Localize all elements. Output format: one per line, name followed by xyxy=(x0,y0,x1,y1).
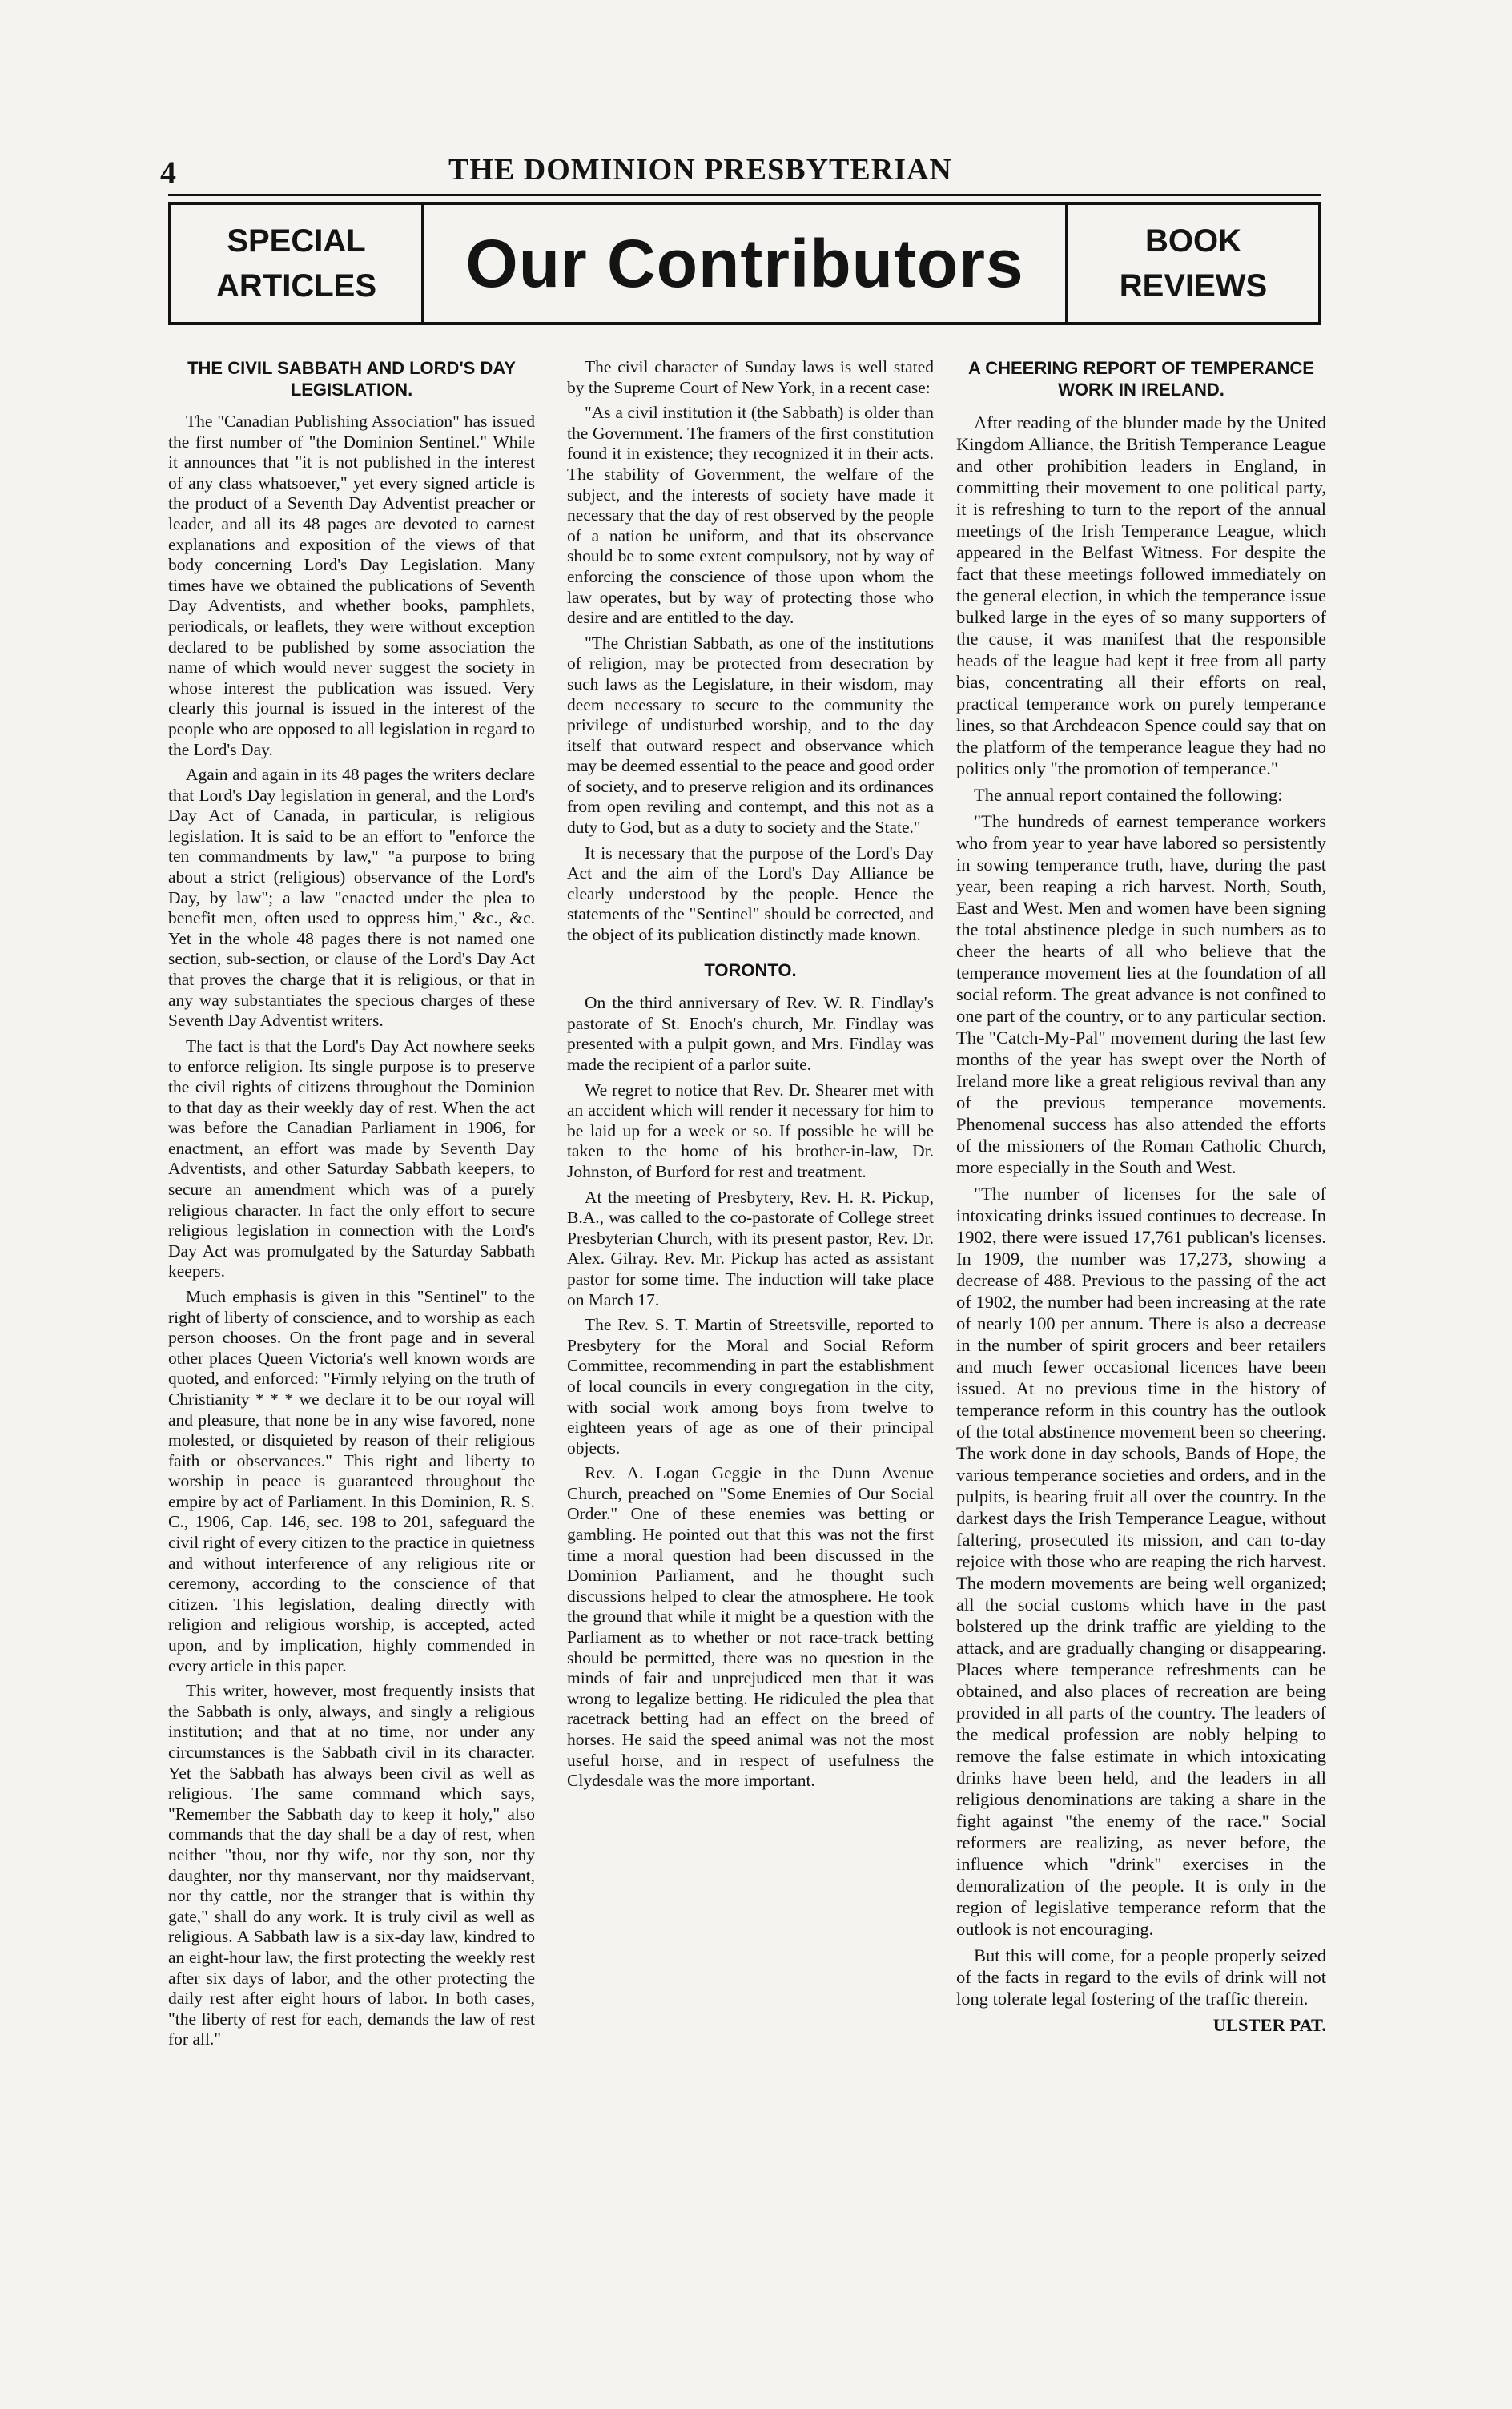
banner-title: Our Contributors xyxy=(465,225,1024,301)
article-paragraph: The annual report contained the following: xyxy=(974,785,1283,805)
article-paragraph: At the meeting of Presbytery, Rev. H. R. Pickup, B.A., was called to the co-pastorate of College street Presbyterian Church, with its present pastor, Rev. Dr. Alex. Gilray. Rev. Mr. Pickup has acted as assistant pastor for some time. The induction will take place on March 17. xyxy=(567,1187,934,1309)
article-headline-toronto: TORONTO. xyxy=(704,959,797,980)
article-paragraph: This writer, however, most frequently insists that the Sabbath is only, always, and singly a religious institution; and that at no time, nor under any circumstances is the Sabbath civil in its character. Yet the Sabbath has always been civil as well as religious. The same command which says, "Remember the Sabbath day to keep it holy," also commands that the day shall be a day of rest, when neither "thou, nor thy wife, nor thy son, nor thy daughter, nor thy manservant, nor thy maidservant, nor thy cattle, nor the stranger that is within thy gate," shall do any work. It is truly civil as well as religious. A Sabbath law is a six-day law, kindred to an eight-hour law, the first protecting the weekly rest after six days of labor, and the other protecting the daily rest after eight hours of labor. In both cases, "the liberty of rest for each, demands the law of rest for all." xyxy=(168,1681,535,2049)
banner-left-line1: SPECIAL xyxy=(227,223,366,259)
article-paragraph: The "Canadian Publishing Association" has issued the first number of "the Dominion Sentinel." While it announces that "it is not published in the interest of any class whatsoever," yet every signed article is the product of a Seventh Day Adventist preacher or leader, and all its 48 pages are devoted to earnest explanations and exposition of the views of that body concerning Lord's Day Legislation. Many times have we obtained the publications of Seventh Day Adventists, and whether books, pamphlets, periodicals, or leaflets, they were without exception declared to be published by some association the name of which would never suggest the society in whose interest the publication was issued. Very clearly this journal is issued in the interest of the people who are opposed to all legislation in regard to the Lord's Day. xyxy=(168,412,535,759)
banner-right-box xyxy=(1065,205,1318,322)
banner-left-box xyxy=(171,205,424,322)
banner-right-line1: BOOK xyxy=(1144,223,1241,259)
article-headline-civil-sabbath: THE CIVIL SABBATH AND LORD'S DAY LEGISLATION. xyxy=(187,358,516,400)
article-paragraph: The Rev. S. T. Martin of Streetsville, reported to Presbytery for the Moral and Social Reform Committee, recommending in part the establishment of local councils in every congregation in the city, with social work among boys from twelve to eighteen years of age as one of their principal objects. xyxy=(567,1315,934,1458)
article-paragraph: Again and again in its 48 pages the writers declare that Lord's Day legislation in general, and the Lord's Day Act of Canada, in particular, is religious legislation. It is said to be an effort to "enforce the ten commandments by law," "a purpose to bring about a strict (religious) observance of the Lord's Day, by law"; a law "enacted under the plea to benefit men, often used to oppress him," &c., &c. Yet in the whole 48 pages there is not named one section, sub-section, or clause of the Lord's Day Act that proves the charge that it is religious, or that in any way substantiates the specious charges of these Seventh Day Adventist writers. xyxy=(168,765,535,1031)
column-1 xyxy=(168,357,535,2239)
page-number: 4 xyxy=(160,155,176,191)
header-rule xyxy=(168,194,1321,196)
article-paragraph: "The number of licenses for the sale of intoxicating drinks issued continues to decrease. In 1902, there were issued 17,761 publican's licenses. In 1909, the number was 17,273, showing a decrease of 488. Previous to the passing of the act of 1902, the number had been increasing at the rate of nearly 100 per annum. There is also a decrease in the number of spirit grocers and beer retailers and much fewer occasional licences have been issued. At no previous time in the history of temperance reform in this country has the outlook of the total abstinence movement been so cheering. The work done in day schools, Bands of Hope, the various temperance societies and orders, and in the pulpits, is bearing fruit all over the country. In the darkest days the Irish Temperance League, without faltering, prosecuted its mission, and can to-day rejoice with those who are reaping the rich harvest. The modern movements are being well organized; all the social customs which have in the past bolstered up the drink traffic are yielding to the attack, and are gradually changing or disappearing. Places where temperance refreshments can be obtained, and also places of recreation are being provided in all parts of the country. The leaders of the medical profession are nobly helping to remove the false estimate in which intoxicating drinks have been held, and the leaders in all religious denominations are taking a share in the fight against "the enemy of the race." Social reformers are realizing, as never before, the influence which "drink" exercises in the demoralization of the people. It is only in the region of legislative temperance reform that the outlook is not encouraging. xyxy=(956,1184,1326,1939)
article-paragraph: Much emphasis is given in this "Sentinel" to the right of liberty of conscience, and to worship as each person chooses. On the front page and in several other places Queen Victoria's well known words are quoted, and enforced: "Firmly relying on the truth of Christianity * * * we declare it to be our royal will and pleasure, that none be in any wise favored, none molested, or disquieted by reason of their religious faith or observances." This right and liberty to worship in peace is guaranteed throughout the empire by act of Parliament. In this Dominion, R. S. C., 1906, Cap. 146, sec. 198 to 201, safeguard the civil right of every citizen to the practice in quietness and without interference of any religious rite or ceremony, according to the conscience of that citizen. This legislation, dealing directly with religion and religious worship, is accepted, acted upon, and by implication, highly commended in every article in this paper. xyxy=(168,1286,535,1675)
article-paragraph: But this will come, for a people properly seized of the facts in regard to the evils of drink will not long tolerate legal fostering of the traffic therein. xyxy=(956,1945,1326,2009)
article-paragraph: On the third anniversary of Rev. W. R. Findlay's pastorate of St. Enoch's church, Mr. Findlay was presented with a pulpit gown, and Mrs. Findlay was made the recipient of a parlor suite. xyxy=(567,993,934,1074)
article-paragraph: "The Christian Sabbath, as one of the institutions of religion, may be protected from desecration by such laws as the Legislature, in their wisdom, may deem necessary to secure to the community the privilege of undisturbed worship, and to the day itself that outward respect and observance which may be deemed essential to the peace and good order of society, and to preserve religion and its ordinances from open reviling and contempt, and this not as a duty to God, but as a duty to society and the State." xyxy=(567,633,934,838)
column-2 xyxy=(567,357,934,2239)
article-paragraph: We regret to notice that Rev. Dr. Shearer met with an accident which will render it necessary for him to be laid up for a week or so. If possible he will be taken to the home of his brother-in-law, Dr. Johnston, of Burford for rest and treatment. xyxy=(567,1080,934,1181)
article-paragraph: The civil character of Sunday laws is well stated by the Supreme Court of New York, in a recent case: xyxy=(567,357,934,397)
column-3 xyxy=(956,357,1326,2239)
article-paragraph: "As a civil institution it (the Sabbath) is older than the Government. The framers of the first constitution found it in existence; they recognized it in their acts. The stability of Government, the welfare of the subject, and the interests of society have made it necessary that the day of rest observed by the people of a nation be uniform, and that its observance should be to some extent compulsory, not by way of enforcing the conscience of those upon whom the law operates, but by way of protecting those who desire and are entitled to the day. xyxy=(567,403,934,628)
section-banner xyxy=(168,202,1321,325)
article-paragraph: The fact is that the Lord's Day Act nowhere seeks to enforce religion. Its single purpose is to preserve the civil rights of citizens throughout the Dominion to that day as their weekly day of rest. When the act was before the Canadian Parliament in 1906, for enactment, an effort was made by Seventh Day Adventists, and other Saturday Sabbath keepers, to secure an amendment which was of a purely religious character. In fact the only effort to secure religious legislation in connection with the Lord's Day Act was promulgated by the Saturday Sabbath keepers. xyxy=(168,1036,535,1281)
banner-right-line2: REVIEWS xyxy=(1119,268,1268,304)
article-headline-temperance: A CHEERING REPORT OF TEMPERANCE WORK IN IRELAND. xyxy=(968,358,1314,400)
article-paragraph: "The hundreds of earnest temperance workers who from year to year have labored so persistently in sowing temperance truth, have, during the past year, been reaping a rich harvest. North, South, East and West. Men and women have been signing the total abstinence pledge in such numbers as to cheer the hearts of all who believe that the temperance movement lies at the foundation of all social reform. The great advance is not confined to one part of the country, or to any particular section. The "Catch-My-Pal" movement during the last few months of the year has swept over the North of Ireland more like a great religious revival than any of the previous temperance movements. Phenomenal success has also attended the efforts of the missioners of the Roman Catholic Church, more especially in the South and West. xyxy=(956,811,1326,1177)
article-paragraph: Rev. A. Logan Geggie in the Dunn Avenue Church, preached on "Some Enemies of Our Social Order." One of these enemies was betting or gambling. He pointed out that this was not the first time a moral question had been discussed in the Dominion Parliament, and he thought such discussions helped to clear the atmosphere. He took the ground that while it might be a question with the Parliament as to whether or not race-track betting should be permitted, there was no question in the minds of fair and unprejudiced men that it was wrong to legalize betting. He ridiculed the plea that racetrack betting had an effect on the breed of horses. He said the speed animal was not the most useful horse, and in respect of usefulness the Clydesdale was the more important. xyxy=(567,1463,934,1791)
banner-left-line2: ARTICLES xyxy=(216,268,376,304)
article-signature: ULSTER PAT. xyxy=(1212,2015,1326,2035)
article-paragraph: After reading of the blunder made by the United Kingdom Alliance, the British Temperance League and other prohibition leaders in England, in committing their movement to one political party, it is refreshing to turn to the report of the annual meetings of the Irish Temperance League, which appeared in the Belfast Witness. For despite the fact that these meetings followed immediately on the general election, in which the temperance issue bulked large in the eyes of so many supporters of the cause, it was manifest that the responsible heads of the league had kept it free from all party bias, concentrating all their efforts on real, practical temperance work on purely temperance lines, so that Archdeacon Spence could say that on the platform of the temperance league they had no politics only "the promotion of temperance." xyxy=(956,412,1326,778)
article-paragraph: It is necessary that the purpose of the Lord's Day Act and the aim of the Lord's Day Alliance be clearly understood by the people. Hence the statements of the "Sentinel" should be corrected, and the object of its publication distinctly made known. xyxy=(567,843,934,945)
publication-title: THE DOMINION PRESBYTERIAN xyxy=(448,153,952,187)
